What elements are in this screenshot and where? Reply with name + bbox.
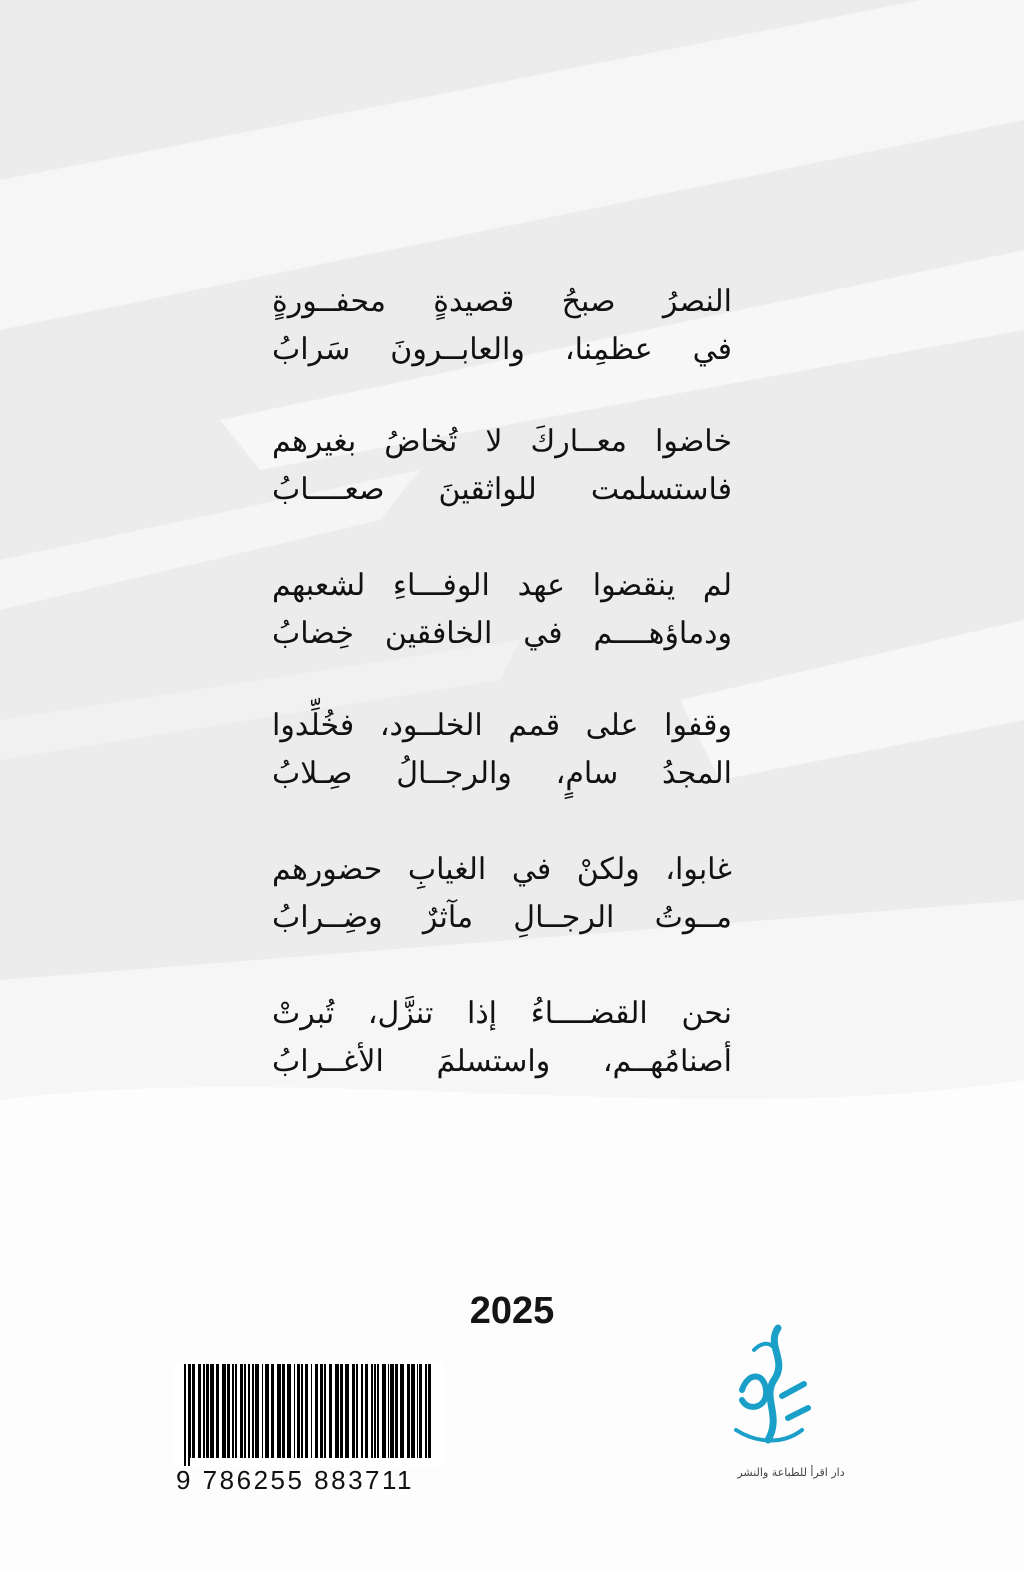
- barcode-bar: [222, 1364, 226, 1458]
- barcode-bar: [324, 1364, 326, 1458]
- barcode-bar: [311, 1364, 312, 1458]
- barcode-bar: [265, 1364, 269, 1458]
- barcode-bar: [198, 1364, 201, 1458]
- barcode-bar: [340, 1364, 343, 1458]
- stanza-4-line-2: المجدُ سامٍ، والرجــالُ صِـلابُ: [272, 756, 732, 791]
- barcode-bar: [287, 1364, 291, 1458]
- barcode-bar: [192, 1364, 195, 1458]
- stanza-1-line-1: النصرُ صبحُ قصيدةٍ محفــورةٍ: [272, 284, 732, 319]
- stanza-6-line-1: نحن القضــــاءُ إذا تنزَّل، تُبرتْ: [272, 996, 732, 1031]
- barcode-bar: [244, 1364, 246, 1458]
- barcode-bar: [411, 1364, 415, 1458]
- barcode-bar: [371, 1364, 373, 1458]
- barcode-bar: [262, 1364, 263, 1458]
- isbn-number: 9 786255 883711: [176, 1465, 414, 1495]
- barcode-bar: [210, 1364, 214, 1458]
- stanza-1: [272, 278, 732, 374]
- barcode-bar: [352, 1364, 355, 1458]
- barcode-bar: [190, 1364, 191, 1458]
- barcode-bar: [388, 1364, 389, 1458]
- stanza-6-line-2: أصنامُهــم، واستسلمَ الأغــرابُ: [272, 1044, 732, 1079]
- calligraphy-logo-icon: [718, 1320, 814, 1460]
- stanza-5-line-2: مــوتُ الرجــالِ مآثرٌ وضِــرابُ: [272, 900, 732, 935]
- barcode-bar: [301, 1364, 303, 1458]
- barcode-bar: [356, 1364, 358, 1458]
- stanza-5: [272, 846, 732, 942]
- barcode-bar: [206, 1364, 209, 1458]
- barcode-bar: [345, 1364, 349, 1458]
- barcode-bar: [188, 1364, 190, 1466]
- barcode-bar: [315, 1364, 318, 1458]
- barcode-bar: [390, 1364, 394, 1458]
- barcode-bar: [203, 1364, 205, 1458]
- barcode-bar: [407, 1364, 410, 1458]
- barcode-bar: [335, 1364, 339, 1458]
- stanza-3-line-2: ودماؤهــــم في الخافقين خِضابُ: [272, 616, 732, 651]
- stanza-4-line-1: وقفوا على قمم الخلــود، فخُلِّدوا: [272, 708, 732, 743]
- barcode-bar: [184, 1364, 186, 1466]
- barcode-bar: [395, 1364, 398, 1458]
- publisher-name: دار اقرأ للطباعة والنشر: [737, 1466, 845, 1479]
- stanza-1-line-2: في عظمِنا، والعابــرونَ سَرابُ: [272, 332, 732, 367]
- barcode-bar: [400, 1364, 404, 1458]
- barcode-bar: [365, 1364, 368, 1458]
- stanza-4: [272, 702, 732, 798]
- barcode-bar: [329, 1364, 332, 1458]
- barcode-bar: [235, 1364, 237, 1458]
- isbn-barcode: [174, 1362, 444, 1466]
- publication-year: 2025: [469, 1290, 555, 1332]
- barcode-bar: [282, 1364, 285, 1458]
- stanza-2: [272, 418, 732, 514]
- barcode-bar: [240, 1364, 243, 1458]
- barcode-bar: [294, 1364, 295, 1458]
- stanza-2-line-1: خاضوا معــاركَ لا تُخاضُ بغيرهم: [272, 424, 732, 459]
- barcode-bar: [305, 1364, 308, 1458]
- barcode-bar: [227, 1364, 230, 1458]
- barcode-bar: [425, 1364, 427, 1458]
- barcode-bar: [361, 1364, 363, 1458]
- stanza-2-line-2: فاستسلمت للواثقينَ صعــــابُ: [272, 472, 732, 507]
- stanza-3-line-1: لم ينقضوا عهد الوفـــاءِ لشعبهم: [272, 568, 732, 603]
- barcode-bar: [297, 1364, 300, 1458]
- barcode-bar: [248, 1364, 250, 1458]
- barcode-bar: [320, 1364, 323, 1458]
- barcode-bar: [277, 1364, 281, 1458]
- barcode-bar: [417, 1364, 418, 1458]
- stanza-3: [272, 562, 732, 658]
- stanza-5-line-1: غابوا، ولكنْ في الغيابِ حضورهم: [272, 852, 732, 887]
- barcode-bar: [252, 1364, 254, 1458]
- barcode-bar: [374, 1364, 376, 1458]
- barcode-icon: [174, 1362, 444, 1466]
- barcode-bar: [382, 1364, 386, 1458]
- stanza-6: [272, 990, 732, 1086]
- barcode-bar: [377, 1364, 379, 1458]
- barcode-bar: [428, 1364, 431, 1458]
- barcode-bar: [271, 1364, 274, 1458]
- barcode-bar: [232, 1364, 234, 1458]
- barcode-bar: [255, 1364, 259, 1458]
- barcode-bar: [419, 1364, 422, 1458]
- barcode-bar: [216, 1364, 219, 1458]
